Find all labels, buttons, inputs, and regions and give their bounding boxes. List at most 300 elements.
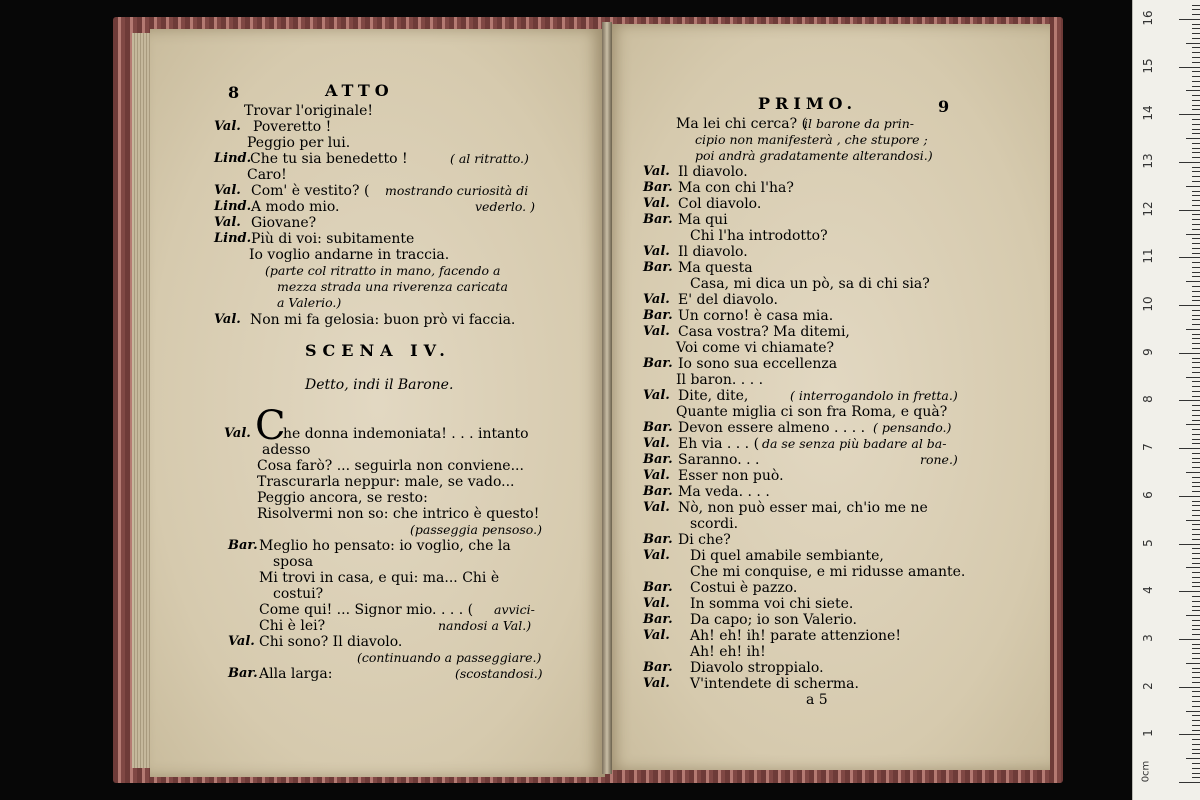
ruler-tick [1192, 343, 1200, 344]
speaker-tag: Bar. [643, 212, 673, 227]
text-line: Da capo; io son Valerio. [690, 612, 857, 628]
ruler-tick [1192, 386, 1200, 387]
ruler-number: 1 [1141, 729, 1155, 738]
ruler-tick [1192, 181, 1200, 182]
ruler-number: 8 [1141, 395, 1155, 404]
ruler-number: 16 [1141, 10, 1155, 26]
ruler-tick [1192, 176, 1200, 177]
ruler-tick [1192, 601, 1200, 602]
ruler-tick [1192, 195, 1200, 196]
ruler-tick [1192, 672, 1200, 673]
stage-direction: vederlo. ) [475, 199, 535, 214]
ruler-tick [1192, 219, 1200, 220]
ruler-tick [1192, 296, 1200, 297]
ruler-tick [1192, 167, 1200, 168]
ruler-tick [1192, 553, 1200, 554]
text-line: Trovar l'originale! [244, 103, 373, 119]
text-line: Peggio ancora, se resto: [257, 490, 428, 506]
ruler-tick [1192, 629, 1200, 630]
text-line: Mi trovi in casa, e qui: ma... Chi è [259, 570, 500, 586]
speaker-tag: Val. [643, 324, 670, 339]
text-line: Risolvermi non so: che intrico è questo! [257, 506, 540, 522]
ruler-tick [1192, 276, 1200, 277]
text-line: Non mi fa gelosia: buon prò vi faccia. [250, 312, 516, 328]
ruler-tick [1192, 443, 1200, 444]
ruler-tick [1192, 682, 1200, 683]
ruler-tick [1192, 539, 1200, 540]
speaker-tag: Bar. [643, 532, 673, 547]
ruler-tick [1192, 410, 1200, 411]
text-line: Chi è lei? [259, 618, 326, 634]
text-line: adesso [262, 442, 311, 458]
ruler-tick [1192, 486, 1200, 487]
speaker-tag: Val. [643, 628, 670, 643]
ruler-tick [1192, 396, 1200, 397]
speaker-tag: Bar. [643, 260, 673, 275]
stage-direction: (parte col ritratto in mano, facendo a [265, 263, 501, 278]
ruler-tick [1186, 138, 1200, 139]
ruler-tick [1192, 720, 1200, 721]
ruler-tick [1192, 229, 1200, 230]
ruler-tick [1192, 243, 1200, 244]
ruler-tick [1192, 625, 1200, 626]
ruler-tick [1192, 744, 1200, 745]
ruler-tick [1192, 773, 1200, 774]
speaker-tag: Lind. [214, 199, 252, 214]
ruler-tick [1192, 467, 1200, 468]
ruler-tick [1192, 248, 1200, 249]
ruler-tick [1186, 520, 1200, 521]
text-line: Peggio per lui. [247, 135, 351, 151]
ruler-tick [1192, 529, 1200, 530]
ruler-tick [1179, 734, 1200, 735]
stage-direction: da se senza più badare al ba- [762, 436, 947, 451]
ruler-tick [1192, 200, 1200, 201]
ruler-tick [1186, 424, 1200, 425]
speaker-tag: Val. [643, 676, 670, 691]
text-line: V'intendete di scherma. [690, 676, 859, 692]
speaker-tag: Val. [643, 500, 670, 515]
ruler-tick [1192, 205, 1200, 206]
ruler-tick [1179, 639, 1200, 640]
speaker-tag: Val. [643, 596, 670, 611]
ruler-tick [1192, 105, 1200, 106]
text-line: Trascurarla neppur: male, se vado... [257, 474, 515, 490]
ruler-tick [1192, 572, 1200, 573]
stage-direction: poi andrà gradatamente alterandosi.) [695, 148, 933, 163]
ruler-tick [1192, 76, 1200, 77]
ruler-tick [1192, 38, 1200, 39]
text-line: Chi sono? Il diavolo. [259, 634, 403, 650]
ruler-number: 14 [1141, 105, 1155, 121]
stage-direction: ( al ritratto.) [450, 151, 529, 166]
stage-direction: a Valerio.) [277, 295, 342, 310]
speaker-tag: Val. [643, 292, 670, 307]
speaker-tag: Val. [228, 634, 255, 649]
text-line: Il diavolo. [678, 244, 748, 260]
ruler-tick [1192, 563, 1200, 564]
ruler-tick [1192, 706, 1200, 707]
ruler-tick [1192, 267, 1200, 268]
text-line: Ah! eh! ih! parate attenzione! [690, 628, 901, 644]
ruler-tick [1192, 534, 1200, 535]
ruler-tick [1192, 81, 1200, 82]
ruler-tick [1192, 558, 1200, 559]
ruler-tick [1192, 124, 1200, 125]
ruler-tick [1192, 9, 1200, 10]
ruler-tick [1192, 348, 1200, 349]
ruler-tick [1192, 28, 1200, 29]
ruler-tick [1192, 324, 1200, 325]
ruler-tick [1192, 582, 1200, 583]
text-line: Eh via . . . ( [678, 436, 760, 452]
ruler-tick [1192, 648, 1200, 649]
text-line: Voi come vi chiamate? [676, 340, 835, 356]
stage-direction: (scostandosi.) [455, 666, 543, 681]
ruler-tick [1192, 739, 1200, 740]
text-line: Più di voi: subitamente [251, 231, 415, 247]
ruler-tick [1192, 291, 1200, 292]
ruler-tick [1192, 319, 1200, 320]
ruler-tick [1192, 62, 1200, 63]
ruler-tick [1186, 90, 1200, 91]
speaker-tag: Bar. [643, 420, 673, 435]
ruler-tick [1192, 129, 1200, 130]
stage-direction: cipio non manifesterà , che stupore ; [695, 132, 928, 147]
ruler-tick [1192, 515, 1200, 516]
ruler-tick [1192, 100, 1200, 101]
ruler-tick [1192, 658, 1200, 659]
ruler-number: 6 [1141, 490, 1155, 499]
ruler-tick [1192, 777, 1200, 778]
ruler-tick [1192, 501, 1200, 502]
text-line: A modo mio. [251, 199, 340, 215]
ruler-tick [1192, 696, 1200, 697]
ruler-tick [1192, 768, 1200, 769]
ruler-tick [1192, 300, 1200, 301]
text-line: E' del diavolo. [678, 292, 778, 308]
ruler-tick [1192, 262, 1200, 263]
text-line: Ma qui [678, 212, 728, 228]
stage-direction: rone.) [920, 452, 958, 467]
text-line: Ma lei chi cerca? ( [676, 116, 808, 132]
ruler-tick [1186, 234, 1200, 235]
ruler-tick [1192, 596, 1200, 597]
ruler-tick [1192, 171, 1200, 172]
text-line: Cosa farò? ... seguirla non conviene... [257, 458, 524, 474]
text-line: Che mi conquise, e mi ridusse amante. [690, 564, 966, 580]
ruler-tick [1186, 43, 1200, 44]
ruler-tick [1192, 24, 1200, 25]
ruler-tick [1179, 544, 1200, 545]
ruler-tick [1179, 257, 1200, 258]
speaker-tag: Lind. [214, 151, 252, 166]
right-page-number: 9 [938, 97, 950, 116]
ruler-tick [1192, 548, 1200, 549]
text-line: Chi l'ha introdotto? [690, 228, 828, 244]
ruler-number: 9 [1141, 347, 1155, 356]
ruler-tick [1192, 677, 1200, 678]
ruler-tick [1179, 687, 1200, 688]
ruler-tick [1192, 586, 1200, 587]
ruler-number: 3 [1141, 634, 1155, 642]
speaker-tag: Val. [214, 119, 241, 134]
text-line: Diavolo stroppialo. [690, 660, 824, 676]
ruler-tick [1192, 701, 1200, 702]
ruler-tick [1192, 334, 1200, 335]
ruler-tick [1192, 510, 1200, 511]
speaker-tag: Bar. [228, 666, 258, 681]
ruler-tick [1179, 210, 1200, 211]
ruler-tick [1186, 567, 1200, 568]
ruler-tick [1192, 109, 1200, 110]
ruler-number: 7 [1141, 443, 1155, 451]
text-line: sposa [273, 554, 314, 570]
ruler-tick [1179, 67, 1200, 68]
stage-direction: avvici- [494, 602, 535, 617]
speaker-tag: Bar. [643, 308, 673, 323]
ruler-tick [1192, 315, 1200, 316]
ruler-tick [1192, 238, 1200, 239]
ruler-tick [1186, 329, 1200, 330]
ruler-tick [1179, 591, 1200, 592]
ruler-tick [1186, 663, 1200, 664]
text-line: Dite, dite, [678, 388, 749, 404]
ruler-tick [1192, 429, 1200, 430]
text-line: Quante miglia ci son fra Roma, e quà? [676, 404, 948, 420]
ruler-tick [1179, 400, 1200, 401]
speaker-tag: Bar. [643, 180, 673, 195]
ruler-tick [1192, 286, 1200, 287]
ruler-number: 10 [1141, 296, 1155, 312]
text-line: he donna indemoniata! . . . intanto [283, 426, 529, 442]
speaker-tag: Val. [214, 312, 241, 327]
left-running-head: ATTO [325, 81, 394, 100]
text-line: Costui è pazzo. [690, 580, 798, 596]
ruler-tick [1186, 758, 1200, 759]
speaker-tag: Val. [643, 164, 670, 179]
ruler-tick [1192, 753, 1200, 754]
text-line: Ma questa [678, 260, 753, 276]
ruler-number: 15 [1141, 57, 1155, 74]
text-line: Di quel amabile sembiante, [690, 548, 884, 564]
ruler-tick [1179, 782, 1200, 783]
right-running-head: PRIMO. [758, 94, 858, 113]
ruler-tick [1192, 33, 1200, 34]
ruler-tick [1192, 381, 1200, 382]
ruler-unit-label: 0cm [1140, 760, 1152, 783]
ruler-tick [1192, 634, 1200, 635]
text-line: Ah! eh! ih! [690, 644, 766, 660]
ruler-tick [1186, 472, 1200, 473]
text-line: Com' è vestito? ( [251, 183, 370, 199]
speaker-tag: Bar. [228, 538, 258, 553]
ruler-tick [1192, 477, 1200, 478]
speaker-tag: Val. [643, 388, 670, 403]
text-line: Giovane? [251, 215, 317, 231]
text-line: Casa, mi dica un pò, sa di chi sia? [690, 276, 930, 292]
ruler-number: 2 [1141, 681, 1155, 690]
ruler-tick [1192, 148, 1200, 149]
text-line: Nò, non può esser mai, ch'io me ne [678, 500, 928, 516]
ruler-tick [1192, 310, 1200, 311]
ruler-tick [1186, 281, 1200, 282]
ruler-tick [1192, 214, 1200, 215]
ruler-tick [1192, 362, 1200, 363]
ruler-tick [1192, 57, 1200, 58]
speaker-tag: Val. [643, 244, 670, 259]
ruler-tick [1192, 338, 1200, 339]
scene-title: SCENA IV. [305, 341, 451, 360]
ruler-tick [1192, 482, 1200, 483]
ruler-tick [1192, 644, 1200, 645]
speaker-tag: Bar. [643, 612, 673, 627]
ruler-tick [1192, 458, 1200, 459]
ruler-tick [1179, 305, 1200, 306]
ruler-tick [1192, 524, 1200, 525]
ruler-tick [1192, 691, 1200, 692]
speaker-tag: Bar. [643, 452, 673, 467]
stage-direction: ( interrogandolo in fretta.) [790, 388, 958, 403]
speaker-tag: Lind. [214, 231, 252, 246]
ruler-tick [1192, 505, 1200, 506]
text-line: Col diavolo. [678, 196, 762, 212]
speaker-tag: Val. [224, 426, 251, 441]
ruler-tick [1192, 253, 1200, 254]
ruler-tick [1186, 377, 1200, 378]
speaker-tag: Val. [214, 215, 241, 230]
stage-direction: mostrando curiosità di [385, 183, 529, 198]
stage-direction: mezza strada una riverenza caricata [277, 279, 508, 294]
ruler-tick [1192, 358, 1200, 359]
ruler-tick [1192, 577, 1200, 578]
ruler-tick [1192, 668, 1200, 669]
text-line: Saranno. . . [678, 452, 760, 468]
text-line: Io sono sua eccellenza [678, 356, 838, 372]
ruler-tick [1192, 119, 1200, 120]
text-line: Il diavolo. [678, 164, 748, 180]
ruler-tick [1192, 420, 1200, 421]
ruler-tick [1192, 5, 1200, 6]
text-line: Devon essere almeno . . . . [678, 420, 866, 436]
ruler-tick [1192, 71, 1200, 72]
left-page-number: 8 [228, 83, 240, 102]
speaker-tag: Bar. [643, 484, 673, 499]
book-gutter [602, 22, 612, 774]
ruler-tick [1192, 133, 1200, 134]
ruler-tick [1192, 405, 1200, 406]
speaker-tag: Bar. [643, 660, 673, 675]
text-line: Casa vostra? Ma ditemi, [678, 324, 850, 340]
ruler-tick [1192, 14, 1200, 15]
ruler-tick [1192, 434, 1200, 435]
ruler-tick [1192, 763, 1200, 764]
text-line: Il baron. . . . [676, 372, 764, 388]
ruler-number: 11 [1141, 248, 1155, 264]
ruler-number: 5 [1141, 538, 1155, 547]
ruler-tick [1192, 157, 1200, 158]
stage-direction: (continuando a passeggiare.) [357, 650, 542, 665]
text-line: Ma veda. . . . [678, 484, 770, 500]
ruler-tick [1192, 715, 1200, 716]
ruler-tick [1192, 367, 1200, 368]
speaker-tag: Bar. [643, 356, 673, 371]
stage-direction: ( pensando.) [873, 420, 952, 435]
ruler-tick [1192, 95, 1200, 96]
ruler-tick [1192, 272, 1200, 273]
drop-cap: C [255, 403, 286, 449]
ruler-number: 13 [1141, 153, 1155, 169]
ruler-tick [1179, 353, 1200, 354]
ruler-number: 4 [1141, 586, 1155, 595]
speaker-tag: Val. [643, 436, 670, 451]
speaker-tag: Bar. [643, 580, 673, 595]
ruler-tick [1192, 610, 1200, 611]
scene-note: Detto, indi il Barone. [305, 377, 454, 393]
ruler-tick [1192, 653, 1200, 654]
ruler-tick [1186, 615, 1200, 616]
text-line: Caro! [247, 167, 287, 183]
ruler-tick [1192, 606, 1200, 607]
ruler-tick [1192, 730, 1200, 731]
speaker-tag: Val. [214, 183, 241, 198]
speaker-tag: Val. [643, 196, 670, 211]
text-line: Poveretto ! [253, 119, 332, 135]
text-line: Ma con chi l'ha? [678, 180, 794, 196]
stage-direction: (passeggia pensoso.) [410, 522, 542, 537]
ruler-tick [1192, 749, 1200, 750]
ruler-tick [1179, 162, 1200, 163]
ruler-tick [1179, 114, 1200, 115]
ruler-tick [1192, 439, 1200, 440]
ruler-tick [1192, 47, 1200, 48]
ruler-tick [1192, 152, 1200, 153]
ruler-tick [1192, 86, 1200, 87]
text-line: costui? [273, 586, 324, 602]
text-line: Un corno! è casa mia. [678, 308, 834, 324]
text-line: Io voglio andarne in traccia. [249, 247, 450, 263]
ruler-tick [1192, 224, 1200, 225]
ruler-tick [1179, 496, 1200, 497]
ruler-tick [1192, 391, 1200, 392]
text-line: Alla larga: [259, 666, 333, 682]
stage-direction: il barone da prin- [804, 116, 915, 131]
ruler-number: 12 [1141, 200, 1155, 217]
ruler-tick [1192, 143, 1200, 144]
ruler-tick [1192, 52, 1200, 53]
text-line: Che tu sia benedetto ! [250, 151, 408, 167]
speaker-tag: Val. [643, 468, 670, 483]
speaker-tag: Val. [643, 548, 670, 563]
ruler-tick [1192, 725, 1200, 726]
stage-direction: nandosi a Val.) [438, 618, 532, 633]
ruler-tick [1186, 186, 1200, 187]
text-line: Di che? [678, 532, 731, 548]
ruler-tick [1192, 620, 1200, 621]
ruler-tick [1192, 191, 1200, 192]
text-line: Esser non può. [678, 468, 784, 484]
signature-mark: a 5 [806, 692, 828, 708]
text-line: In somma voi chi siete. [690, 596, 854, 612]
ruler-tick [1192, 462, 1200, 463]
text-line: Meglio ho pensato: io voglio, che la [259, 538, 511, 554]
ruler-tick [1192, 453, 1200, 454]
measurement-ruler [1132, 0, 1200, 800]
ruler-tick [1192, 372, 1200, 373]
ruler-tick [1186, 711, 1200, 712]
ruler-tick [1179, 448, 1200, 449]
ruler-tick [1179, 19, 1200, 20]
